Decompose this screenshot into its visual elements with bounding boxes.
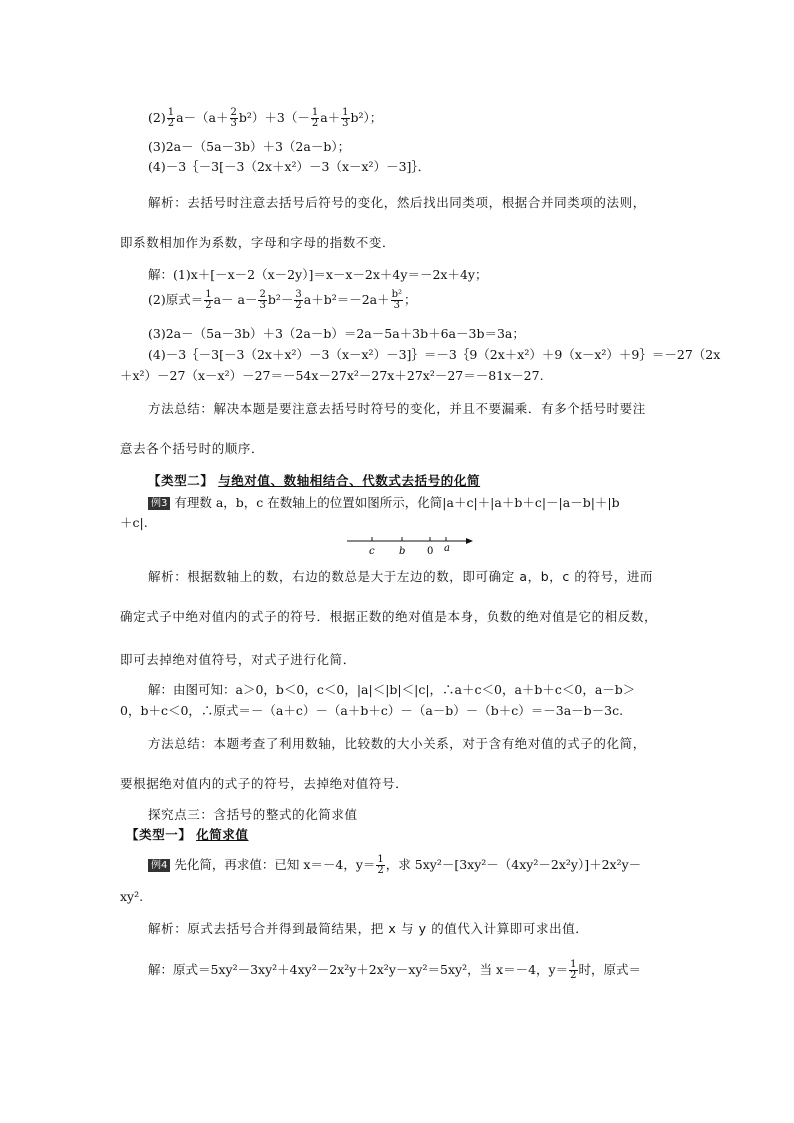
example-4-line-2: xy². (120, 889, 144, 904)
method-summary-1-line-1: 方法总结：解决本题是要注意去括号时符号的变化，并且不要漏乘．有多个括号时要注 (148, 401, 646, 416)
fraction: $\frac{1}{2}$ (205, 289, 212, 311)
text: 时，原式＝ (578, 962, 642, 977)
type-label: 【类型一】 (126, 827, 192, 842)
type-label: 【类型二】 (148, 473, 214, 488)
text: b²）； (350, 110, 383, 125)
solution-4-line-2: ＋x²）－27（x－x²）－27＝－54x－27x²－27x＋27x²－27＝－81x－27. (120, 368, 544, 383)
fraction: $\frac{2}{3}$ (230, 107, 237, 129)
text: ，求 5xy²－[3xy²－（4xy²－2x²y）]＋2x²y－ (385, 857, 642, 872)
label-a: a (444, 543, 450, 554)
fraction: $\frac{1}{2}$ (167, 107, 175, 129)
fraction: $\frac{\text{b²}}{3}$ (391, 289, 403, 311)
problem-line-3: (3)2a－（5a－3b）＋3（2a－b）； (148, 139, 351, 154)
text: a－ a－ (213, 292, 258, 307)
problem-line-2 (148, 108, 708, 129)
text: 先化简，再求值：已知 x＝－4，y＝ (174, 857, 376, 872)
fraction: $\frac{3}{2}$ (295, 289, 302, 311)
analysis-3: 解析：原式去括号合并得到最简结果，把 x 与 y 的值代入计算即可求出值． (148, 921, 589, 936)
solution-5-line-2: 0，b＋c＜0，∴原式＝－（a＋c）－（a＋b＋c）－（a－b）－（b＋c）＝－3a－b－3c. (120, 703, 624, 718)
text: a＋b²＝－2a＋ (303, 292, 390, 307)
text: 解：原式＝5xy²－3xy²＋4xy²－2x²y＋2x²y－xy²＝5xy²，当 x＝－4，y＝ (148, 962, 569, 977)
fraction: $\frac{1}{2}$ (311, 107, 319, 129)
method-summary-2-line-1: 方法总结：本题考查了利用数轴，比较数的大小关系，对于含有绝对值的式子的化简， (148, 736, 646, 751)
example-4-line-1 (148, 855, 708, 876)
text: ； (404, 292, 417, 307)
text: a＋ (320, 110, 341, 125)
type-title: 与绝对值、数轴相结合、代数式去括号的化简 (218, 473, 481, 488)
solution-2 (148, 290, 708, 311)
fraction: $\frac{1}{2}$ (377, 854, 384, 876)
fraction: $\frac{1}{3}$ (342, 107, 349, 129)
example-tag: 例3 (148, 497, 170, 510)
text: (2)原式＝ (148, 292, 204, 307)
solution-4-line-1: (4)－3｛－3[－3（2x＋x²）－3（x－x²）－3]｝＝－3｛9（2x＋x²）＋9（x－x²）＋9｝＝－27（2x (148, 347, 721, 362)
analysis-2-line-1: 解析：根据数轴上的数，右边的数总是大于左边的数，即可确定 a，b，c 的符号，进而 (148, 569, 654, 584)
label-0: 0 (427, 546, 434, 557)
fraction: $\frac{1}{2}$ (570, 959, 577, 981)
text: 有理数 a，b，c 在数轴上的位置如图所示，化简|a＋c|＋|a＋b＋c|－|a－b|＋|b (174, 495, 620, 510)
problem-line-4: (4)－3｛－3[－3（2x＋x²）－3（x－x²）－3]｝． (148, 159, 431, 174)
text: b²）＋3（－ (238, 110, 310, 125)
analysis-2-line-2: 确定式子中绝对值内的式子的符号．根据正数的绝对值是本身，负数的绝对值是它的相反数， (120, 609, 658, 624)
example-3-line-1 (148, 494, 708, 512)
solution-1: 解：(1)x＋[－x－2（x－2y）]＝x－x－2x＋4y＝－2x＋4y； (148, 267, 488, 282)
solution-5-line-1: 解：由图可知：a＞0，b＜0，c＜0，|a|＜|b|＜|c|，∴a＋c＜0，a＋b＋c＜0，a－b＞ (148, 682, 636, 697)
type-title: 化简求值 (196, 827, 249, 842)
example-3-line-2: ＋c|. (120, 515, 148, 530)
method-summary-2-line-2: 要根据绝对值内的式子的符号，去掉绝对值符号． (120, 776, 409, 791)
number-line-figure (345, 534, 475, 558)
exploration-point-3: 探究点三：含括号的整式的化简求值 (148, 807, 358, 822)
solution-3: (3)2a－（5a－3b）＋3（2a－b）＝2a－5a＋3b＋6a－3b＝3a； (148, 326, 525, 341)
analysis-2-line-3: 即可去掉绝对值符号，对式子进行化简． (120, 652, 356, 667)
example-tag: 例4 (148, 859, 170, 872)
label-c: c (369, 546, 375, 557)
type-two-heading (148, 472, 708, 490)
type-one-heading (126, 826, 686, 844)
analysis-1-line-1: 解析：去括号时注意去括号后符号的变化，然后找出同类项，根据合并同类项的法则， (148, 195, 646, 210)
label-b: b (399, 546, 406, 557)
axis-arrow (466, 538, 473, 544)
text: a－（a＋ (176, 110, 229, 125)
text: (2) (148, 110, 166, 125)
text: b²－ (267, 292, 294, 307)
method-summary-1-line-2: 意去各个括号时的顺序． (120, 441, 265, 456)
analysis-1-line-2: 即系数相加作为系数，字母和字母的指数不变． (120, 235, 396, 250)
fraction: $\frac{2}{3}$ (259, 289, 266, 311)
solution-6 (148, 960, 708, 981)
